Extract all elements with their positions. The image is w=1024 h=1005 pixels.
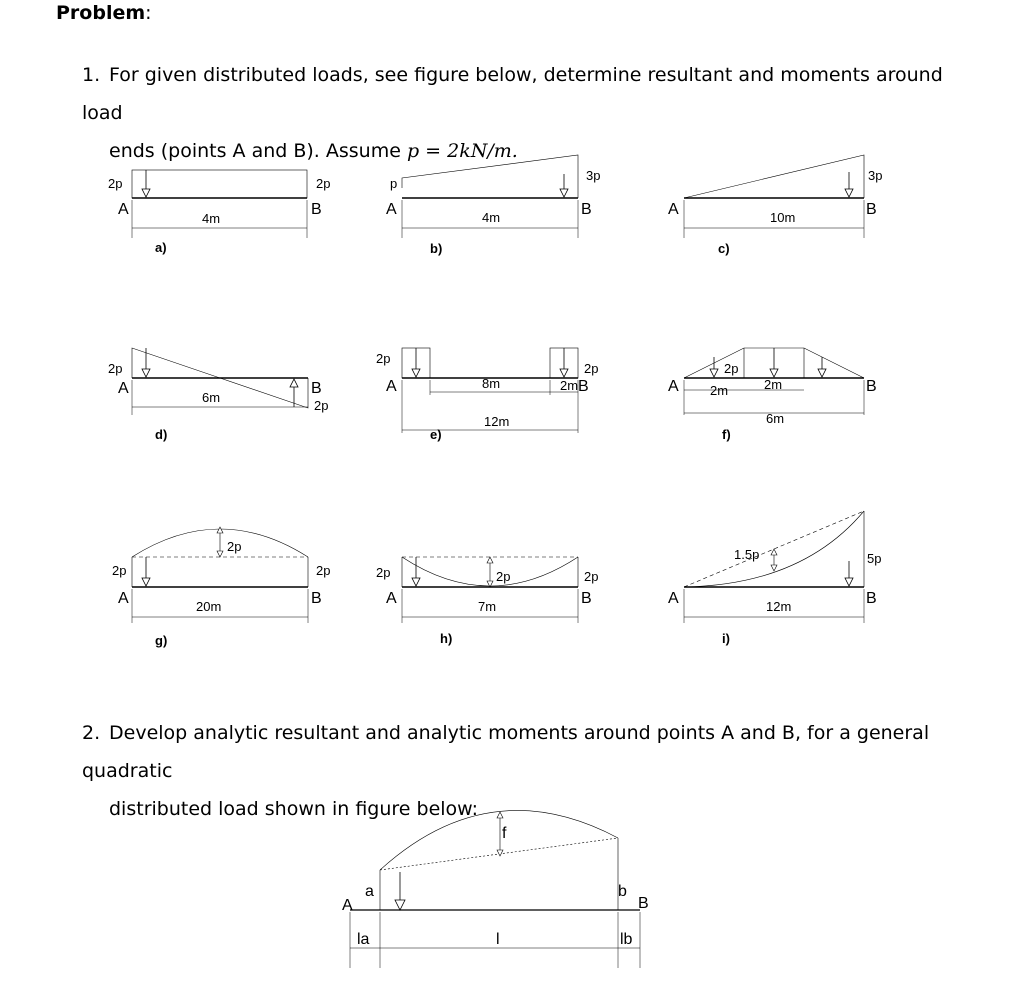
span-label: 6m: [766, 411, 785, 426]
load-trapezoid: [402, 155, 578, 198]
gap-label: 8m: [482, 376, 501, 391]
sag-label: 2p: [496, 569, 511, 584]
point-b-label: B: [581, 201, 592, 218]
resultant-arrow: [845, 189, 853, 197]
span-label: 12m: [766, 599, 792, 614]
b-label: b: [618, 883, 627, 900]
figure-b: [370, 150, 610, 260]
point-b-label: B: [581, 590, 592, 607]
point-b-label: B: [311, 380, 322, 397]
point-a-label: A: [386, 201, 397, 218]
a-label: a: [365, 883, 374, 900]
figure-d: [100, 335, 340, 450]
figure-general: [330, 800, 670, 975]
load-triangle: [684, 155, 864, 198]
left-load-label: 2p: [108, 176, 123, 191]
resultant-arrow: [395, 900, 405, 910]
left-load-label: 2p: [376, 565, 391, 580]
left-load-label: 2p: [108, 361, 123, 376]
load-parabola: [380, 810, 618, 870]
resultant-arrow-down: [142, 369, 150, 377]
span-label: 12m: [484, 414, 510, 429]
caption: e): [430, 427, 442, 442]
point-a-label: A: [118, 201, 129, 218]
l-label: l: [496, 931, 500, 948]
span-label: 4m: [202, 211, 221, 226]
point-a-label: A: [386, 590, 397, 607]
figure-g: [100, 515, 340, 650]
point-a-label: A: [118, 380, 129, 397]
segment-1-label: 2m: [710, 383, 729, 398]
right-load-label: 2p: [584, 569, 599, 584]
end-length-label: 2m: [560, 378, 579, 393]
peak-load-label: 2p: [724, 361, 739, 376]
caption: h): [440, 631, 453, 646]
point-a-label: A: [342, 897, 353, 914]
resultant-arrow: [845, 578, 853, 586]
span-label: 4m: [482, 210, 501, 225]
span-label: 6m: [202, 390, 221, 405]
resultant-arrow: [142, 578, 150, 586]
point-b-label: B: [311, 590, 322, 607]
caption: g): [155, 633, 168, 648]
caption: f): [722, 427, 731, 442]
resultant-arrow-up: [290, 379, 298, 387]
resultant-arrow-2: [770, 369, 778, 377]
point-b-label: B: [866, 378, 877, 395]
f-label: f: [502, 825, 507, 842]
resultant-arrow: [560, 189, 568, 197]
caption: d): [155, 427, 168, 442]
resultant-arrow-1: [710, 369, 718, 377]
figure-h: [370, 515, 610, 650]
segment-2-label: 2m: [764, 377, 783, 392]
la-label: la: [357, 931, 370, 948]
resultant-arrow: [412, 578, 420, 586]
figure-c: [652, 150, 902, 260]
point-b-label: B: [578, 378, 589, 395]
span-label: 7m: [478, 599, 497, 614]
point-a-label: A: [118, 590, 129, 607]
left-load-label: 2p: [112, 563, 127, 578]
load-rect: [132, 170, 307, 198]
figure-e: [370, 335, 610, 450]
problem-2-text: 2. Develop analytic resultant and analytic moments around points A and B, for a general quadratic distributed load shown in figure below:: [82, 722, 930, 820]
right-load-label: 2p: [316, 563, 331, 578]
resultant-arrow-right: [560, 369, 568, 377]
point-a-label: A: [386, 378, 397, 395]
point-b-label: B: [866, 201, 877, 218]
problem-heading: Problem:: [56, 2, 152, 24]
point-b-label: B: [638, 895, 649, 912]
figure-a: [100, 160, 330, 260]
right-load-label: 5p: [867, 551, 882, 566]
right-load-label: 3p: [586, 168, 601, 183]
caption: a): [155, 240, 167, 255]
point-b-label: B: [311, 201, 322, 218]
point-a-label: A: [668, 378, 679, 395]
right-load-label: 2p: [584, 361, 599, 376]
resultant-arrow: [142, 189, 150, 197]
mid-load-label: 1.5p: [734, 547, 760, 562]
figure-f: [652, 335, 902, 450]
point-a-label: A: [668, 590, 679, 607]
figure-i: [652, 505, 902, 650]
caption: c): [718, 241, 730, 256]
left-load-label: 2p: [376, 351, 391, 366]
right-load-label: 2p: [314, 398, 329, 413]
resultant-arrow-left: [412, 369, 420, 377]
lb-label: lb: [620, 931, 633, 948]
span-label: 20m: [196, 599, 222, 614]
caption: b): [430, 241, 443, 256]
left-load-label: p: [390, 176, 398, 191]
right-load-label: 3p: [868, 168, 883, 183]
problem-1-text: 1. For given distributed loads, see figure below, determine resultant and moments around load ends (points A and B). Assume p = 2kN/m.: [82, 64, 943, 162]
rise-label: 2p: [227, 539, 242, 554]
right-load-label: 2p: [316, 176, 330, 191]
point-b-label: B: [866, 590, 877, 607]
resultant-arrow-3: [818, 369, 826, 377]
span-label: 10m: [770, 210, 796, 225]
caption: i): [722, 631, 730, 646]
point-a-label: A: [668, 201, 679, 218]
